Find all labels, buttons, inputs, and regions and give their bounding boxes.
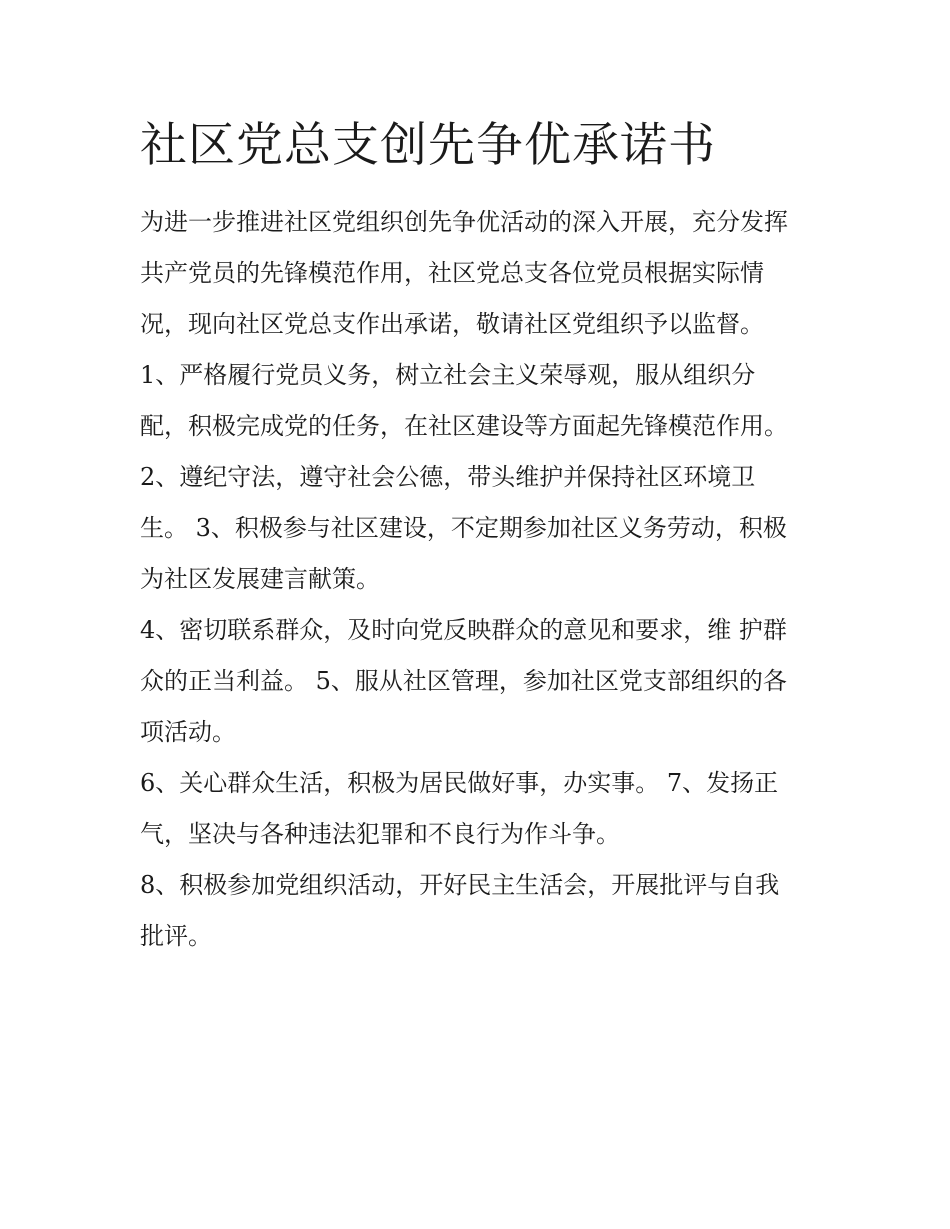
body-line: 为进一步推进社区党组织创先争优活动的深入开展，充分发挥 [140,208,788,236]
body-line: 6、关心群众生活，积极为居民做好事，办实事。 7、发扬正 [140,769,779,797]
body-line: 4、密切联系群众，及时向党反映群众的意见和要求，维 护群 [140,616,787,644]
body-line: 众的正当利益。 5、服从社区管理，参加社区党支部组织的各 [140,667,787,695]
document-title: 社区党总支创先争优承诺书 [140,118,716,173]
body-line: 为社区发展建言献策。 [140,565,380,593]
body-line: 配，积极完成党的任务，在社区建设等方面起先锋模范作用。 [140,412,788,440]
body-line: 气，坚决与各种违法犯罪和不良行为作斗争。 [140,820,620,848]
body-line: 1、严格履行党员义务，树立社会主义荣辱观，服从组织分 [140,361,756,389]
body-line: 项活动。 [140,718,236,746]
body-line: 生。 3、积极参与社区建设，不定期参加社区义务劳动，积极 [140,514,787,542]
body-line: 共产党员的先锋模范作用，社区党总支各位党员根据实际情 [140,259,764,287]
document-body [140,197,820,962]
body-line: 况，现向社区党总支作出承诺，敬请社区党组织予以监督。 [140,310,764,338]
body-line: 批评。 [140,922,212,950]
body-line: 8、积极参加党组织活动，开好民主生活会，开展批评与自我 [140,871,780,899]
body-line: 2、遵纪守法，遵守社会公德，带头维护并保持社区环境卫 [140,463,756,491]
